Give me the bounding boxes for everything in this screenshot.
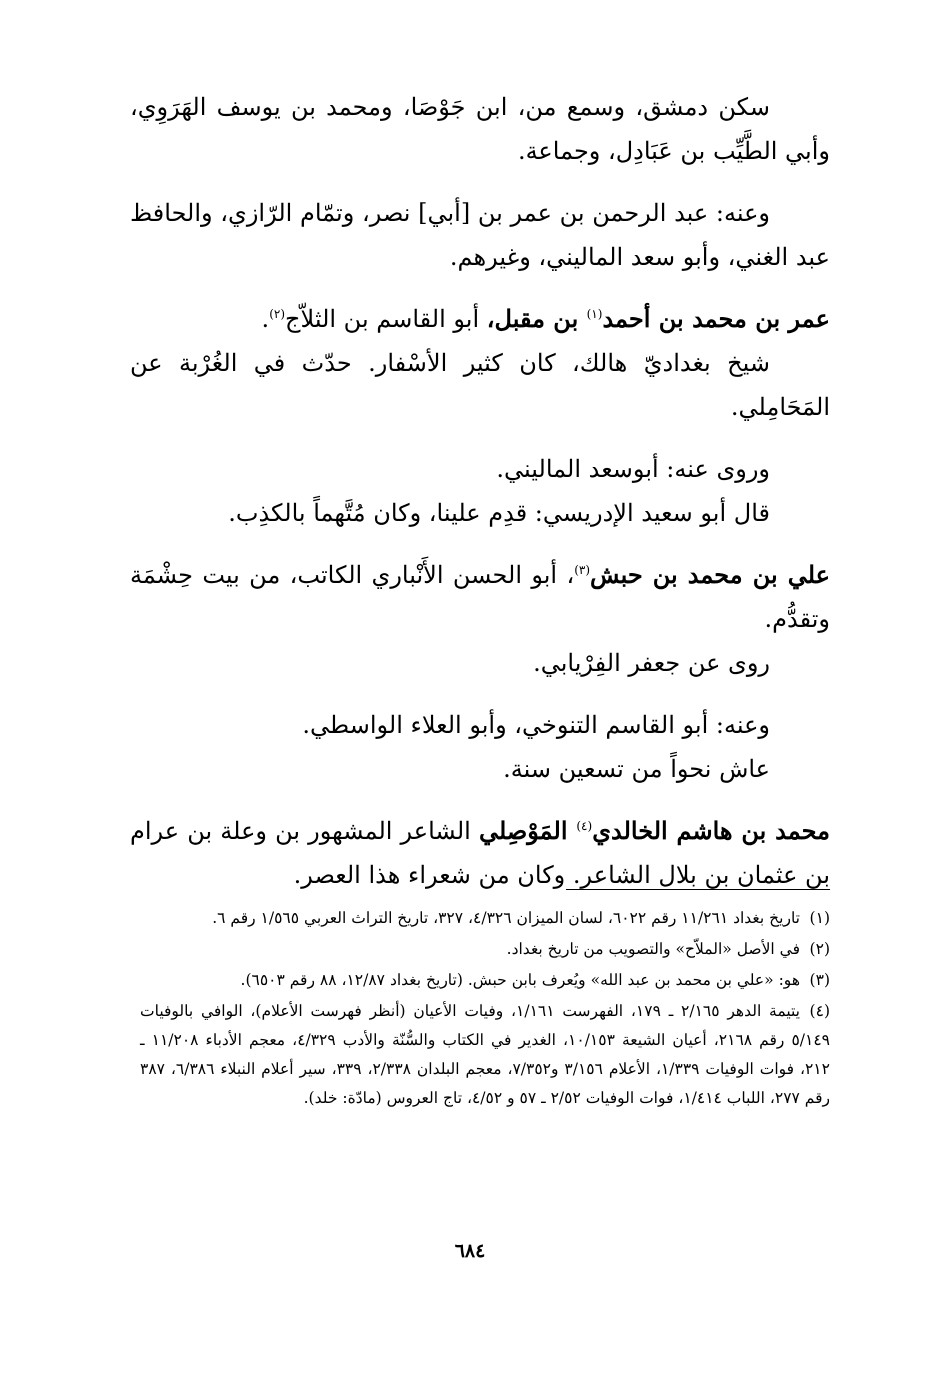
paragraph: وعنه: أبو القاسم التنوخي، وأبو العلاء الواسطي. [302, 711, 770, 739]
entry-description: ، أبو الحسن الأَنْباري الكاتب، من بيت حِشْمَة وتقدُّم. [130, 561, 830, 633]
footnote-number: (٢) [809, 940, 830, 958]
entry-kunya: أبو القاسم بن الثلاّج [285, 305, 487, 333]
footnote [140, 904, 830, 933]
footnote-text: يتيمة الدهر ٢/١٦٥ ـ ١٧٩، الفهرست ١/١٦١، وفيات الأعيان (أنظر فهرست الأعلام)، الوافي بالوفيات ٥/١٤٩ رقم ٢١٦٨، أعيان الشيعة ١٠/١٥٣، الغدير في الكتاب والسُّنّة والأدب ٤/٣٢٩، معجم الأدباء ١١/٢٠٨ ـ ٢١٢، فوات الوفيات ١/٣٣٩، الأعلام ٣/١٥٦ و٧/٣٥٢، معجم البلدان ٢/٣٣٨، ٣٣٩، سير أعلام النبلاء ٦/٣٨٦، ٣٨٧ رقم ٢٧٧، اللباب ١/٤١٤، فوات الوفيات ٢/٥٢ ـ ٥٧ و ٤/٥٢، تاج العروس (مادّة: خلد). [140, 1002, 830, 1107]
footnote [140, 935, 830, 964]
paragraph: روى عن جعفر الفِرْيابي. [533, 649, 770, 677]
entry-name-cont: بن مقبل، [486, 304, 587, 333]
footnote-number: (٤) [809, 1002, 830, 1020]
footnote-ref: (١) [586, 307, 603, 321]
entry-name: علي بن محمد بن حبش [590, 560, 830, 589]
entry-description: الشاعر المشهور بن وعلة بن عرام بن عثمان بن بلال الشاعر. وكان من شعراء هذا العصر. [130, 817, 830, 889]
paragraph: شيخ بغداديّ هالك، كان كثير الأسْفار. حدّث في الغُرْبة عن المَحَامِلي. [130, 349, 830, 421]
paragraph: عاش نحواً من تسعين سنة. [503, 755, 770, 783]
entry-nisba: المَوْصِلي [478, 816, 577, 845]
footnotes [140, 904, 830, 1115]
page-number: ٦٨٤ [454, 1240, 486, 1262]
footnote-number: (٣) [809, 971, 830, 989]
entry-name: محمد بن هاشم الخالدي [592, 816, 830, 845]
footnote-text: تاريخ بغداد ١١/٢٦١ رقم ٦٠٢٢، لسان الميزان ٤/٣٢٦، ٣٢٧، تاريخ التراث العربي ١/٥٦٥ رقم ٦. [212, 909, 800, 927]
entry-heading [130, 553, 830, 641]
paragraph: سكن دمشق، وسمع من، ابن جَوْصَا، ومحمد بن يوسف الهَرَوِي، وأبي الطَّيِّب بن عَبَادِل، وجماعة. [130, 93, 830, 165]
entry-end: . [261, 305, 270, 333]
entry-name: عمر بن محمد بن أحمد [602, 304, 830, 333]
entry-heading [130, 809, 830, 897]
main-text [130, 85, 830, 897]
footnote-divider [566, 889, 830, 890]
paragraph: وعنه: عبد الرحمن بن عمر بن [أبي] نصر، وتمّام الرّازي، والحافظ عبد الغني، وأبو سعد الماليني، وغيرهم. [130, 199, 830, 271]
footnote-ref: (٢) [269, 307, 286, 321]
footnote-text: هو: «علي بن محمد بن عبد الله» ويُعرف بابن حبش. (تاريخ بغداد ١٢/٨٧، ٨٨ رقم ٦٥٠٣). [240, 971, 800, 989]
footnote [140, 997, 830, 1113]
footnote-ref: (٣) [574, 563, 591, 577]
footnote [140, 966, 830, 995]
entry-heading [130, 297, 830, 341]
paragraph: قال أبو سعيد الإدريسي: قدِم علينا، وكان مُتَّهماً بالكذِب. [228, 499, 770, 527]
footnote-text: في الأصل «الملاّح» والتصويب من تاريخ بغداد. [506, 940, 800, 958]
footnote-number: (١) [809, 909, 830, 927]
paragraph: وروى عنه: أبوسعد الماليني. [496, 455, 770, 483]
footnote-ref: (٤) [576, 819, 593, 833]
